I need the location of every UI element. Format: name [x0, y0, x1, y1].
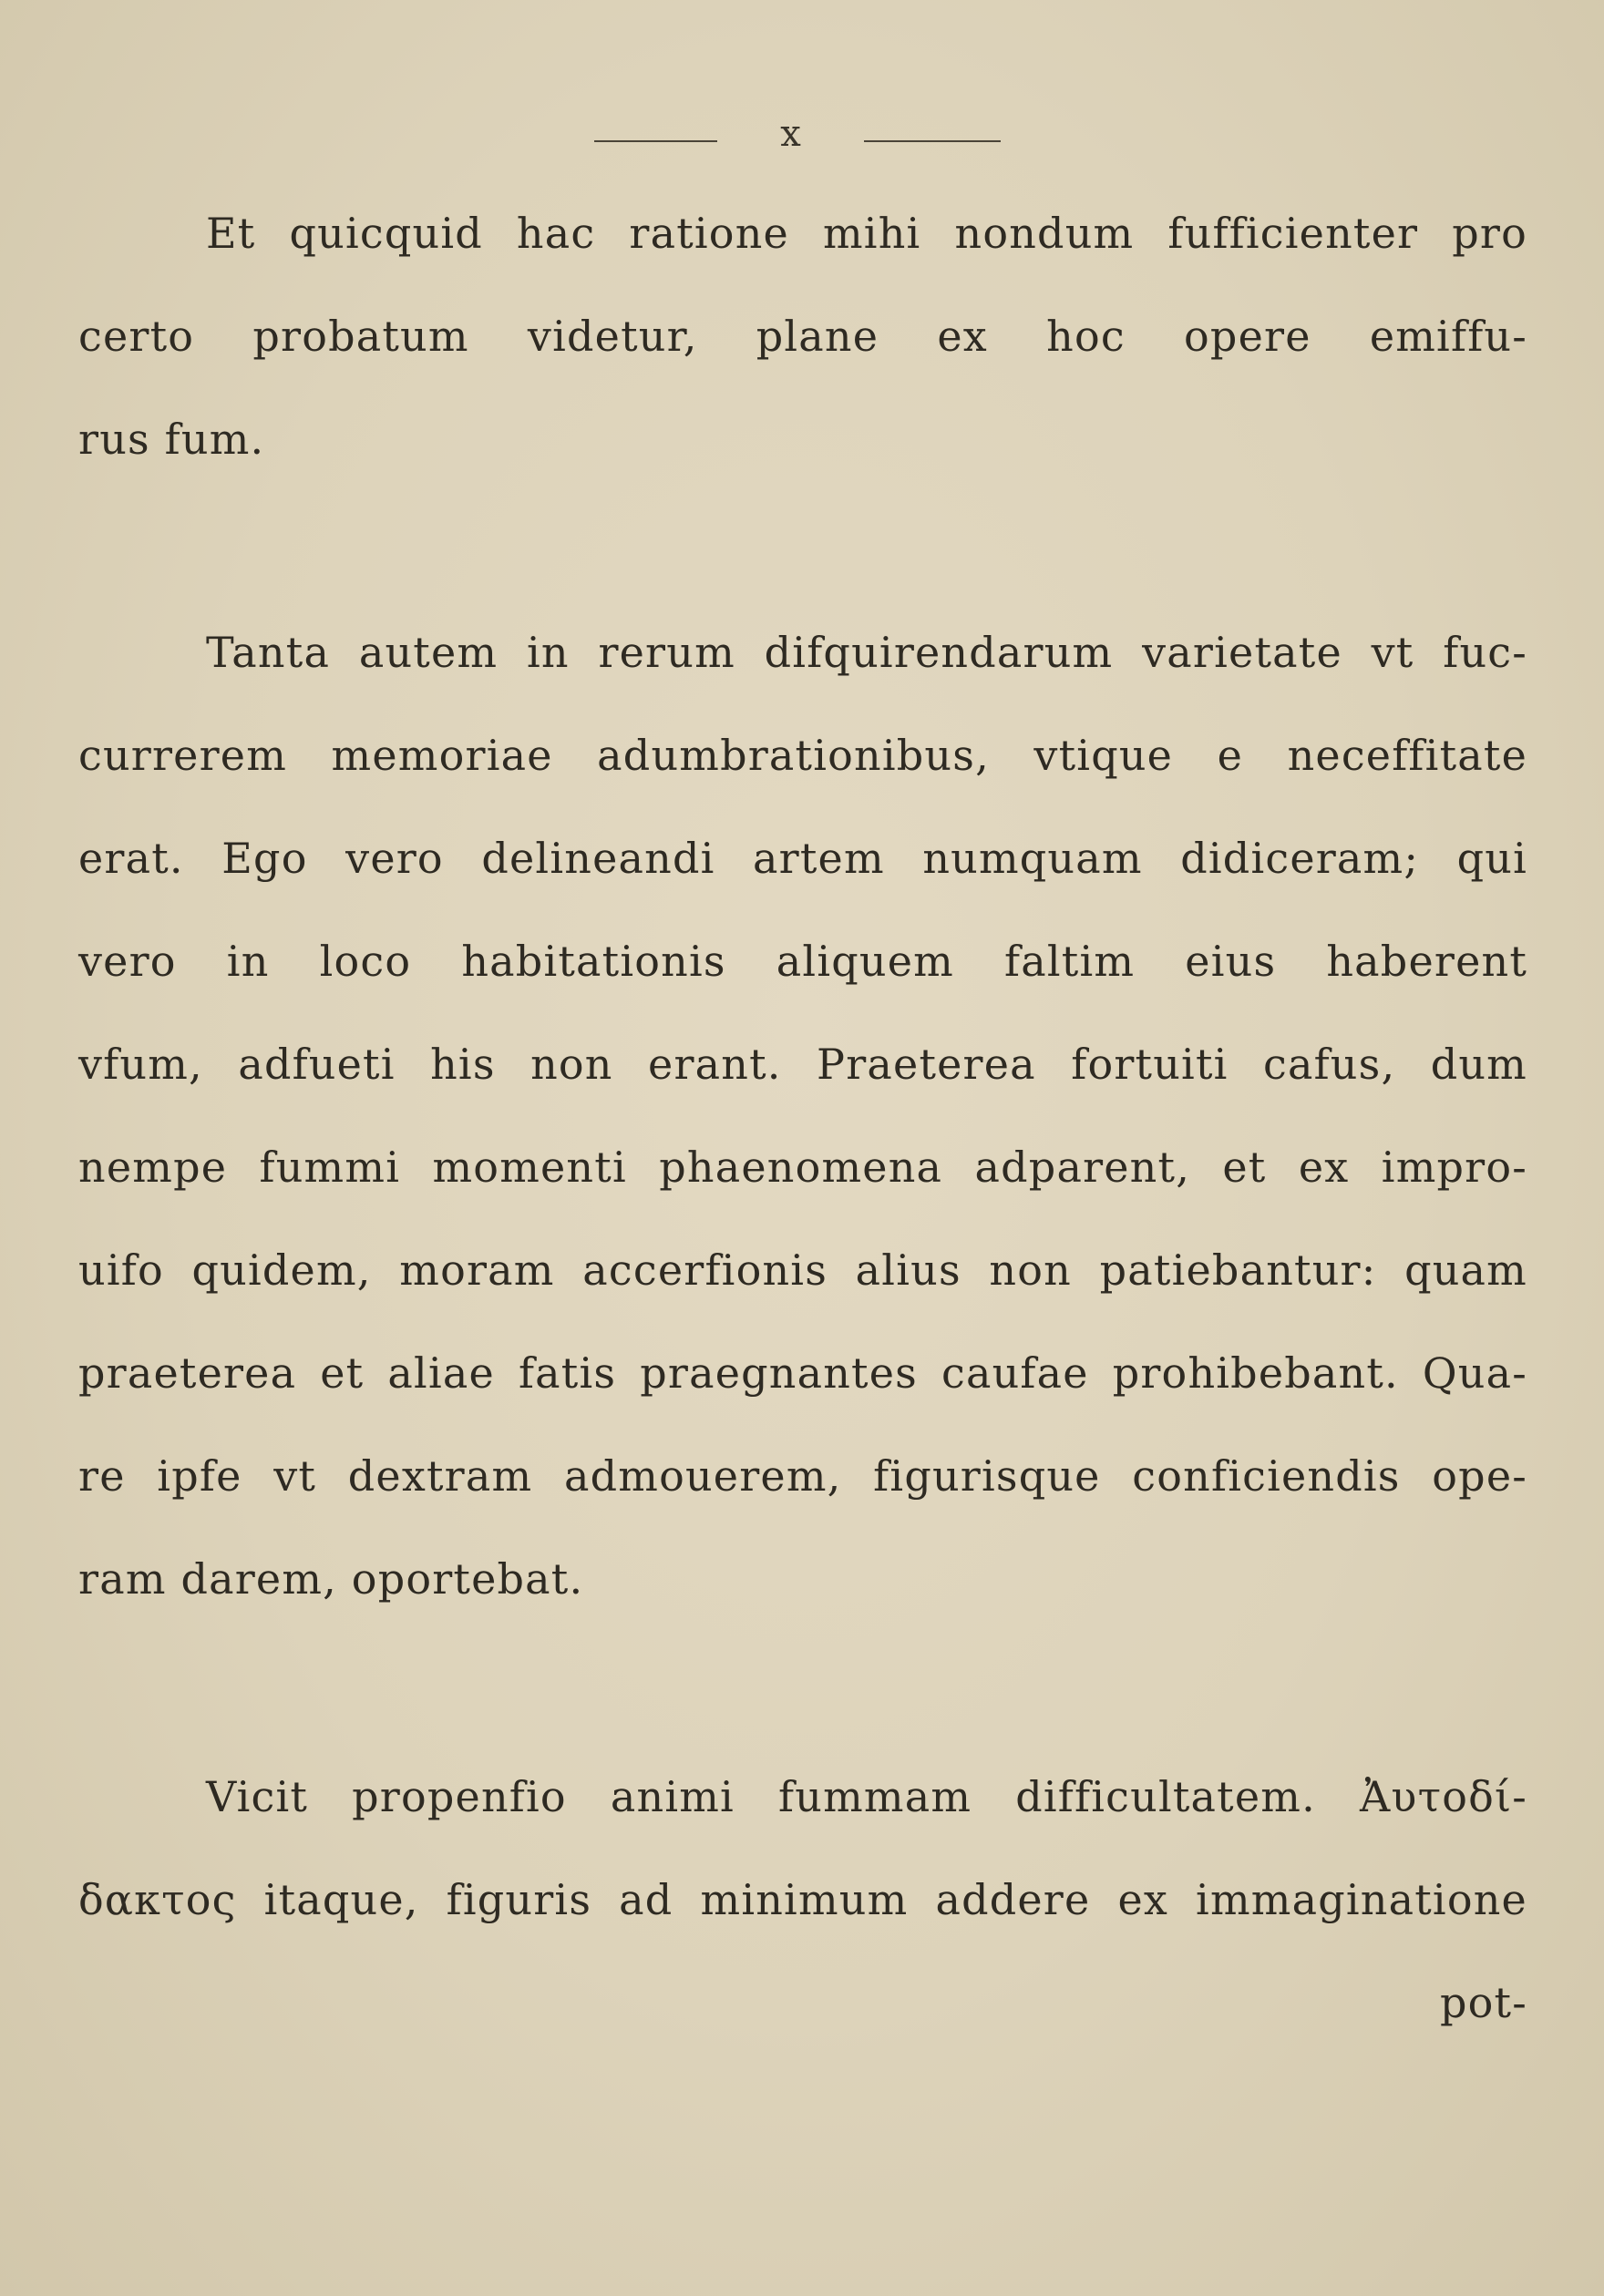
text-line: δακτος itaque, figuris ad minimum addere ex immaginatione — [78, 1875, 1527, 1924]
header-rule-right — [864, 140, 1001, 142]
paragraph-1 — [78, 182, 1527, 491]
paragraph-2 — [78, 601, 1527, 1631]
page-header — [0, 111, 1604, 166]
catchword-block — [78, 1952, 1527, 2055]
page-number: x — [780, 113, 802, 155]
text-line: Et quicquid hac ratione mihi nondum fufficienter pro — [206, 209, 1527, 258]
text-line: Vicit propenfio animi fummam difficultatem. Ἀυτοδί- — [206, 1772, 1527, 1821]
text-line: Tanta autem in rerum difquirendarum varietate vt fuc- — [206, 628, 1527, 677]
text-line: erat. Ego vero delineandi artem numquam didiceram; qui — [78, 834, 1527, 883]
text-line: nempe fummi momenti phaenomena adparent, et ex impro- — [78, 1143, 1527, 1192]
header-rule-left — [594, 140, 717, 142]
text-line: re ipfe vt dextram admouerem, figurisque conficiendis ope- — [78, 1451, 1527, 1501]
text-line: certo probatum videtur, plane ex hoc opere emiffu- — [78, 312, 1527, 361]
text-line: rus fum. — [78, 415, 265, 464]
catchword: pot- — [1440, 1978, 1527, 2027]
text-line: praeterea et aliae fatis praegnantes caufae prohibebant. Qua- — [78, 1348, 1527, 1398]
paragraph-3 — [78, 1746, 1527, 1952]
text-line: vero in loco habitationis aliquem faltim eius haberent — [78, 937, 1527, 986]
text-line: currerem memoriae adumbrationibus, vtique e neceffitate — [78, 731, 1527, 780]
text-line: uifo quidem, moram accerfionis alius non patiebantur: quam — [78, 1245, 1527, 1295]
text-line: ram darem, oportebat. — [78, 1554, 584, 1604]
text-line: vfum, adfueti his non erant. Praeterea fortuiti cafus, dum — [78, 1040, 1527, 1089]
